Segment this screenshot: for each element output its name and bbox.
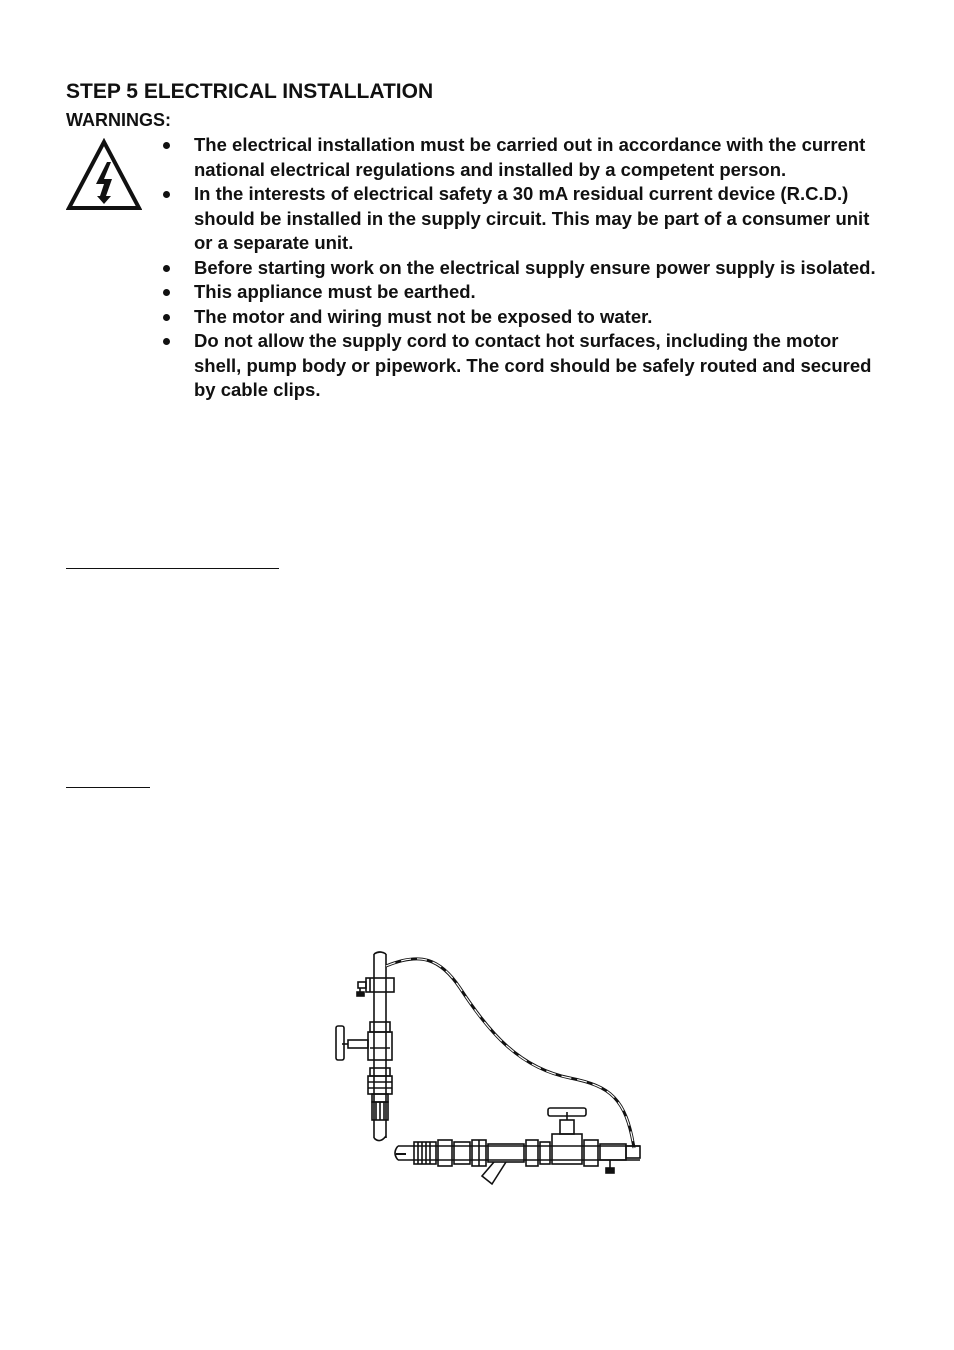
bullet-icon <box>163 142 170 149</box>
warnings-label: WARNINGS: <box>66 110 171 130</box>
page-title: STEP 5 ELECTRICAL INSTALLATION <box>66 80 434 103</box>
warning-text: In the interests of electrical safety a 30 mA residual current device (R.C.D.) should be installed in the supply circuit. This may be part of a consumer unit or a separate unit. <box>194 183 870 253</box>
list-item <box>158 280 878 305</box>
bullet-icon <box>163 314 170 321</box>
list-item <box>158 256 878 281</box>
union-fitting <box>368 1068 392 1120</box>
warning-text: Before starting work on the electrical supply ensure power supply is isolated. <box>194 256 876 278</box>
electrical-hazard-icon <box>66 138 142 212</box>
warning-text: The electrical installation must be carried out in accordance with the current national electrical regulations and installed by a competent person. <box>194 134 866 180</box>
bullet-icon <box>163 265 170 272</box>
list-item <box>158 182 878 256</box>
bullet-icon <box>163 191 170 198</box>
warning-text: Do not allow the supply cord to contact hot surfaces, including the motor shell, pump body or pipework. The cord should be safely routed and secured by cable clips. <box>194 330 872 400</box>
gate-valve <box>548 1108 598 1166</box>
warning-text: This appliance must be earthed. <box>194 281 476 302</box>
gate-valve <box>336 1022 392 1060</box>
list-item <box>158 133 878 182</box>
list-item <box>158 305 878 330</box>
section-divider <box>66 568 279 569</box>
pipework-diagram <box>330 948 650 1188</box>
warnings-list <box>158 133 878 403</box>
list-item <box>158 329 878 403</box>
cable-clip <box>357 978 394 996</box>
supply-cord <box>386 959 634 1148</box>
section-divider <box>66 787 150 788</box>
bullet-icon <box>163 338 170 345</box>
bullet-icon <box>163 289 170 296</box>
warning-text: The motor and wiring must not be exposed to water. <box>194 305 653 327</box>
cable-clip <box>600 1144 640 1173</box>
